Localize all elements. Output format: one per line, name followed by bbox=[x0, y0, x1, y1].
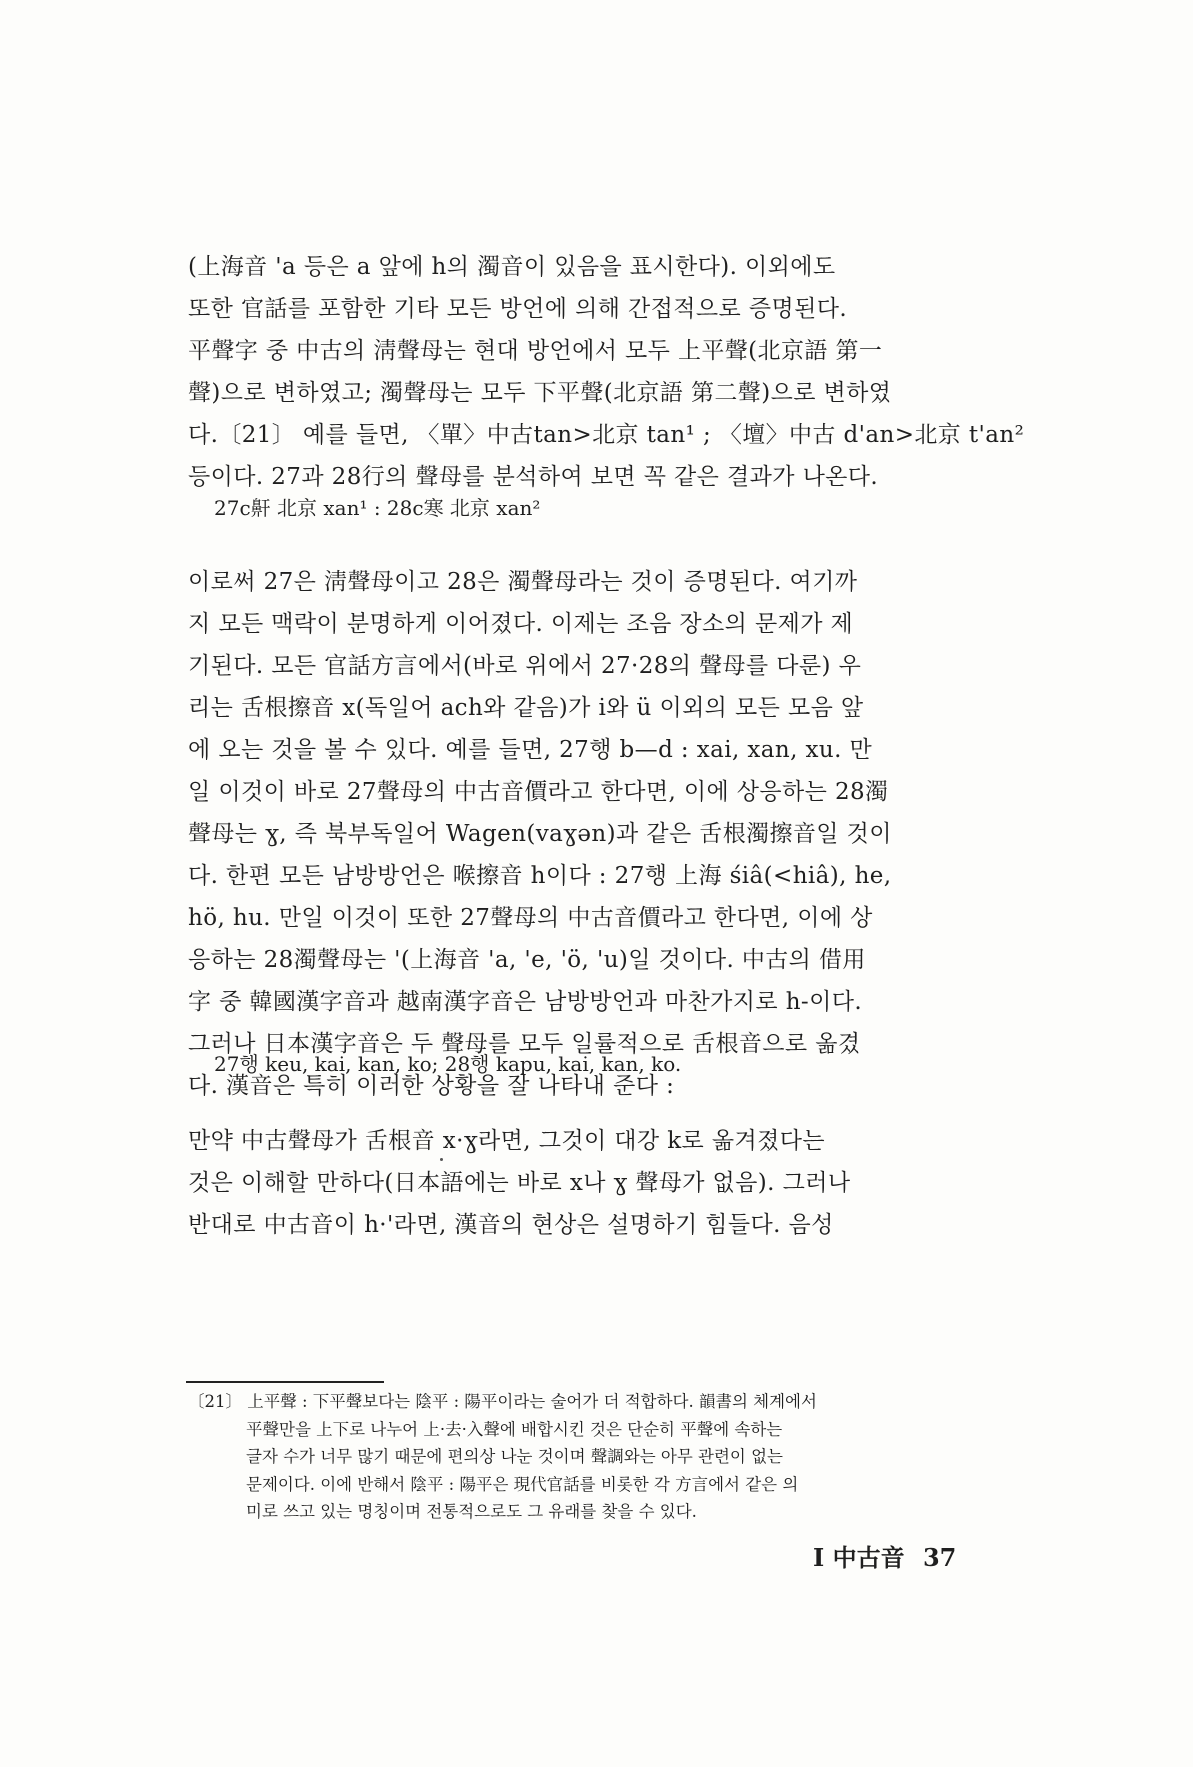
footnote-line: 미로 쓰고 있는 명칭이며 전통적으로도 그 유래를 찾을 수 있다. bbox=[246, 1502, 697, 1521]
text-line: 리는 舌根擦音 x(독일어 ach와 같음)가 i와 ü 이외의 모든 모음 앞 bbox=[188, 695, 864, 721]
running-footer bbox=[813, 1538, 966, 1573]
footnote-divider bbox=[186, 1381, 384, 1383]
footnote-21 bbox=[188, 1388, 1000, 1526]
text-line: 이로써 27은 淸聲母이고 28은 濁聲母라는 것이 증명된다. 여기까 bbox=[188, 569, 858, 595]
text-line: 平聲字 중 中古의 淸聲母는 현대 방언에서 모두 上平聲(北京語 第一 bbox=[188, 338, 883, 364]
text-line: 또한 官話를 포함한 기타 모든 방언에 의해 간접적으로 증명된다. bbox=[188, 296, 848, 322]
text-line: 에 오는 것을 볼 수 있다. 예를 들면, 27행 b—d : xai, xan, xu. 만 bbox=[188, 737, 873, 763]
text-line: 지 모든 맥락이 분명하게 이어졌다. 이제는 조음 장소의 문제가 제 bbox=[188, 611, 854, 637]
footnote-line: 平聲만을 上下로 나누어 上·去·入聲에 배합시킨 것은 단순히 平聲에 속하는 bbox=[246, 1419, 783, 1439]
text-line: 만약 中古聲母가 舌根音 x·ɣ라면, 그것이 대강 k로 옮겨졌다는 bbox=[188, 1128, 825, 1154]
chapter-label: I 中古音 bbox=[813, 1543, 905, 1572]
text-line: 字 중 韓國漢字音과 越南漢字音은 남방방언과 마찬가지로 h-이다. bbox=[188, 989, 863, 1015]
paragraph-2 bbox=[188, 561, 1000, 1107]
text-line: 다. 한편 모든 남방방언은 喉擦音 h이다 : 27행 上海 śiâ(<hiâ), he, bbox=[188, 863, 892, 889]
text-line: 응하는 28濁聲母는 '(上海音 'a, 'e, 'ö, 'u)일 것이다. 中古의 借用 bbox=[188, 947, 866, 973]
text-line: 그러나 日本漢字音은 두 聲母를 모두 일률적으로 舌根音으로 옮겼 bbox=[188, 1031, 861, 1057]
paragraph-1 bbox=[188, 246, 1025, 498]
footnote-line: 〔21〕 上平聲 : 下平聲보다는 陰平 : 陽平이라는 술어가 더 적합하다. 韻書의 체계에서 bbox=[188, 1392, 817, 1411]
text-line: hö, hu. 만일 이것이 또한 27聲母의 中古音價라고 한다면, 이에 상 bbox=[188, 905, 873, 931]
text-line: 반대로 中古音이 h·'라면, 漢音의 현상은 설명하기 힘들다. 음성 bbox=[188, 1212, 834, 1238]
example-line-1: 27c鼾 北京 xan¹ : 28c寒 北京 xan² bbox=[214, 496, 541, 520]
text-line: 것은 이해할 만하다(日本語에는 바로 x나 ɣ 聲母가 없음). 그러나 bbox=[188, 1170, 851, 1196]
text-line: (上海音 'a 등은 a 앞에 h의 濁音이 있음을 표시한다). 이외에도 bbox=[188, 254, 836, 280]
text-line: 聲)으로 변하였고; 濁聲母는 모두 下平聲(北京語 第二聲)으로 변하였 bbox=[188, 380, 892, 406]
footnote-line: 글자 수가 너무 많기 때문에 편의상 나눈 것이며 聲調와는 아무 관련이 없는 bbox=[246, 1447, 783, 1466]
text-line: 聲母는 ɣ, 즉 북부독일어 Wagen(vaɣən)과 같은 舌根濁擦音일 것이 bbox=[188, 821, 892, 847]
text-line: 일 이것이 바로 27聲母의 中古音價라고 한다면, 이에 상응하는 28濁 bbox=[188, 779, 889, 805]
text-line: 다. 漢音은 특히 이러한 상황을 잘 나타내 준다 : bbox=[188, 1073, 675, 1099]
example-line-2: 27행 keu, kai, kan, ko; 28행 kapu, kai, kan, ko. bbox=[214, 1052, 682, 1076]
footnote-line: 문제이다. 이에 반해서 陰平 : 陽平은 現代官話를 비롯한 각 方言에서 같은 의 bbox=[246, 1474, 799, 1494]
page-number: 37 bbox=[922, 1543, 957, 1572]
text-line: 다.〔21〕 예를 들면, 〈單〉中古tan>北京 tan¹ ; 〈壇〉中古 d'an>北京 t'an² bbox=[188, 422, 1025, 448]
paragraph-3 bbox=[188, 1120, 1000, 1246]
text-line: 등이다. 27과 28行의 聲母를 분석하여 보면 꼭 같은 결과가 나온다. bbox=[188, 464, 879, 490]
text-line: 기된다. 모든 官話方言에서(바로 위에서 27·28의 聲母를 다룬) 우 bbox=[188, 653, 862, 679]
